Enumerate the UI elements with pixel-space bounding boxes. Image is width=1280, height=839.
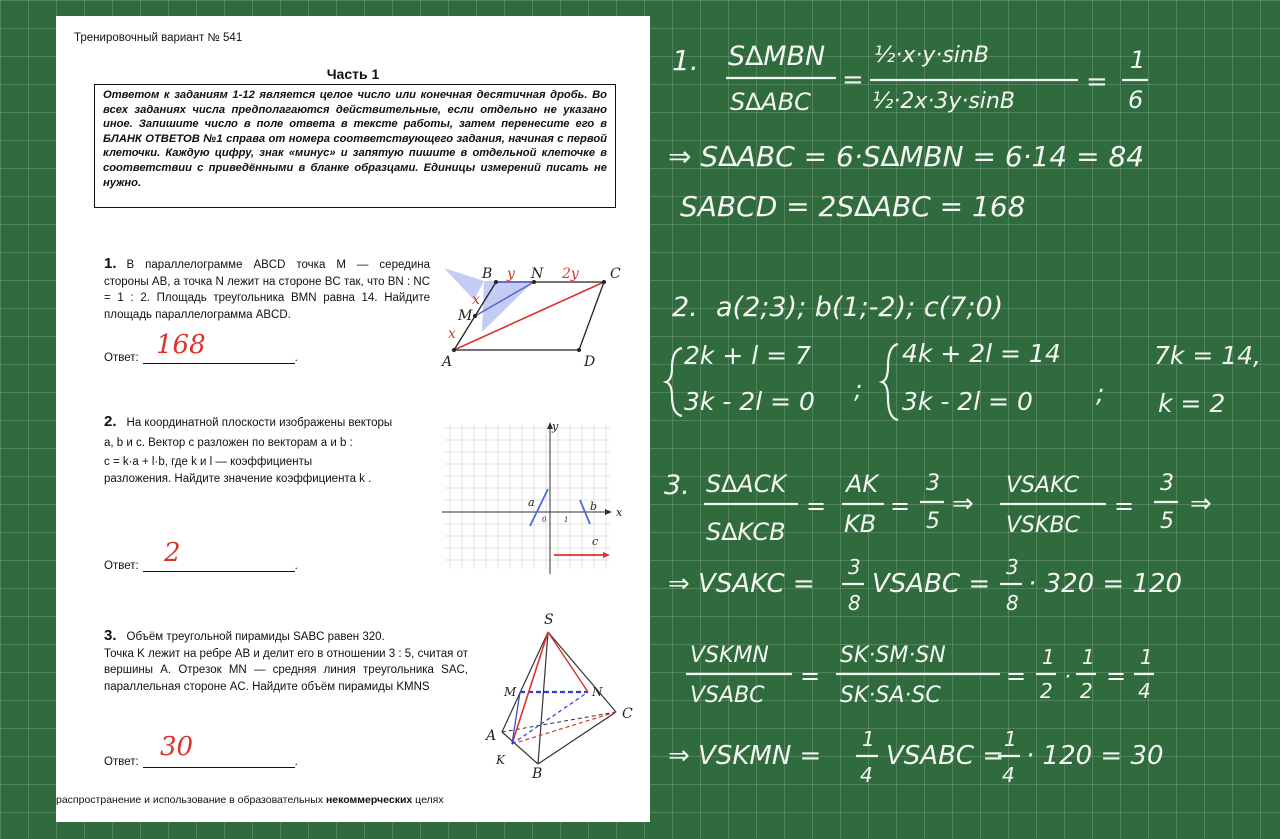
label-a: A	[486, 728, 497, 744]
answer-label: Ответ:	[104, 756, 139, 768]
task-2-line-4: разложения. Найдите значение коэффициента k .	[104, 472, 372, 485]
s3-last-frac2-num: 1	[1004, 727, 1017, 751]
solution-3-number: 3.	[664, 470, 690, 501]
label-x-lower: x	[448, 326, 456, 342]
worksheet-page	[56, 16, 650, 822]
task-2-text	[104, 414, 438, 487]
s1-line-2: ⇒ S∆ABC = 6·S∆MBN = 6·14 = 84	[668, 140, 1145, 173]
task-1-number: 1.	[104, 255, 117, 272]
task-3-number: 3.	[104, 627, 117, 644]
parallelogram-figure	[434, 260, 634, 376]
label-d: D	[584, 354, 596, 370]
task-3-answer: 30	[160, 732, 194, 762]
task-1-answer: 168	[156, 330, 206, 360]
task-3-line-1: Объём треугольной пирамиды SABC равен 320.	[126, 631, 385, 643]
label-n: N	[592, 685, 603, 699]
svg-text:=: =	[1114, 492, 1135, 520]
task-1-statement: В параллелограмме ABCD точка M — середина стороны AB, а точка N лежит на стороне BC так, что BN : NC = 1 : 2. Площадь треугольника BMN равна 14. Найдите площадь параллелограмма ABCD.	[104, 259, 430, 321]
s3-g-denominator: VSABC	[690, 683, 765, 708]
label-2y: 2y	[562, 266, 579, 282]
axis-label-y: y	[552, 420, 559, 433]
footer-prefix: распространение и использование в образовательных	[56, 794, 324, 806]
s3-arrow-2: ⇒	[1190, 489, 1212, 519]
svg-text:·: ·	[1064, 665, 1071, 690]
solution-1-number: 1.	[672, 44, 699, 77]
svg-text:=: =	[1106, 662, 1127, 690]
s3-f2-denominator: KB	[844, 510, 877, 538]
s3-h-denominator: SK·SA·SC	[840, 683, 941, 708]
s3-line2-frac2-num: 3	[1006, 555, 1019, 579]
task-2-line-3: c = k·a + l·b, где k и l — коэффициенты	[104, 456, 313, 468]
s3-q-num: 1	[1140, 645, 1153, 669]
s3-line2-end: · 320 = 120	[1028, 569, 1183, 599]
svg-text:=: =	[806, 492, 827, 520]
s1-result-numerator: 1	[1130, 46, 1146, 74]
s3-line2-mid: VSABC =	[872, 569, 991, 599]
solution-3	[664, 470, 1212, 787]
label-c: C	[610, 266, 621, 282]
s3-f1-numerator: S∆ACK	[706, 470, 787, 498]
task-2-number: 2.	[104, 413, 117, 430]
answer-label: Ответ:	[104, 560, 139, 572]
s3-f3-numerator: 3	[926, 471, 940, 496]
task-3-statement: Точка K лежит на ребре AB и делит его в отношении 3 : 5, считая от вершины A. Отрезок MN — средняя линия треугольника SAC, параллельная стороне AC. Найдите объём пирамиды KMNS	[104, 647, 468, 693]
instructions-box: Ответом к заданиям 1-12 является целое число или конечная десятичная дробь. Во всех заданиях числа предполагаются действительные, если отдельно не указано иное. Запишите число в поле ответа в тексте работы, затем перенесите его в БЛАНК ОТВЕТОВ №1 справа от номера соответствующего задания, начиная с первой клеточки. Каждую цифру, знак «минус» и запятую пишите в отдельной клеточке в соответствии с приведёнными в бланке образцами. Единицы измерений писать не нужно.	[94, 84, 616, 208]
task-2-line-2: a, b и c. Вектор c разложен по векторам a и b :	[104, 436, 353, 449]
s2-separator: ;	[854, 375, 863, 404]
label-y: y	[507, 266, 515, 282]
svg-text:=: =	[890, 492, 911, 520]
label-b: B	[532, 766, 543, 778]
label-b: B	[482, 266, 493, 282]
s1-result-denominator: 6	[1128, 86, 1144, 114]
s3-h-numerator: SK·SM·SN	[840, 643, 946, 668]
chalkboard-solutions	[650, 0, 1280, 839]
footer-bold: некоммерческих	[325, 794, 413, 806]
worksheet-header: Тренировочный вариант № 541	[74, 32, 243, 44]
task-1-answer-row: Ответ: .	[104, 352, 298, 364]
s3-last-end: · 120 = 30	[1026, 741, 1164, 771]
s3-last-frac2-den: 4	[1002, 763, 1015, 787]
label-m: M	[458, 308, 473, 324]
s3-line2-frac-den: 8	[848, 591, 861, 615]
task-1-text	[104, 256, 430, 323]
label-s: S	[544, 612, 554, 628]
s3-last-prefix: ⇒ VSKMN =	[668, 741, 822, 771]
label-m: M	[504, 685, 517, 699]
part-title: Часть 1	[326, 66, 380, 82]
answer-label: Ответ:	[104, 352, 139, 364]
s3-last-mid: VSABC =	[886, 741, 1005, 771]
s2-result-line2: k = 2	[1158, 389, 1226, 418]
label-a: A	[442, 354, 453, 370]
footer-note	[56, 794, 444, 806]
svg-text:=: =	[1006, 662, 1027, 690]
s3-f1-denominator: S∆KCB	[706, 518, 786, 546]
s3-last-frac-den: 4	[860, 763, 873, 787]
s1-rhs-denominator: ½·2x·3y·sinB	[872, 89, 1015, 114]
s3-f4-numerator: VSAKC	[1006, 473, 1080, 498]
svg-text:=: =	[842, 65, 864, 95]
s3-f5-denominator: 5	[1160, 509, 1174, 534]
solution-2	[666, 292, 1261, 420]
s2-system1-brace	[666, 348, 682, 416]
s3-f4-denominator: VSKBC	[1006, 513, 1080, 538]
s1-lhs-denominator: S∆ABC	[730, 88, 811, 116]
s3-line2-frac-num: 3	[848, 555, 861, 579]
s1-line-3: SABCD = 2S∆ABC = 168	[680, 190, 1026, 223]
s3-half1-num: 1	[1042, 645, 1055, 669]
s2-system2-eq2: 3k - 2l = 0	[902, 387, 1033, 416]
s2-system2-brace	[882, 344, 898, 420]
s2-vectors: a(2;3); b(1;-2); c(7;0)	[716, 292, 1004, 323]
s3-half2-den: 2	[1080, 679, 1093, 703]
svg-text:=: =	[800, 662, 821, 690]
tick-zero: 0	[542, 516, 547, 524]
s2-result-line1: 7k = 14,	[1154, 341, 1261, 370]
s2-system1-eq1: 2k + l = 7	[684, 341, 811, 370]
s3-half1-den: 2	[1040, 679, 1053, 703]
s3-f3-denominator: 5	[926, 509, 940, 534]
vector-b-label: b	[590, 500, 598, 513]
s3-f5-numerator: 3	[1160, 471, 1174, 496]
axis-label-x: x	[616, 506, 623, 519]
s2-system1-eq2: 3k - 2l = 0	[684, 387, 815, 416]
vector-c-label: c	[592, 535, 599, 548]
s3-q-den: 4	[1138, 679, 1151, 703]
s3-last-frac-num: 1	[862, 727, 875, 751]
task-3-answer-row: Ответ: .	[104, 756, 298, 768]
s3-f2-numerator: AK	[846, 470, 879, 498]
label-x-upper: x	[472, 292, 480, 308]
label-c: C	[622, 706, 633, 722]
s2-separator-2: ;	[1096, 379, 1105, 408]
bmn-shade	[482, 281, 534, 332]
s3-arrow-1: ⇒	[952, 489, 974, 519]
s3-g-numerator: VSKMN	[690, 643, 769, 668]
vector-a-label: a	[528, 496, 535, 509]
footer-suffix: целях	[415, 794, 444, 806]
label-k: K	[496, 753, 505, 767]
s3-line2-frac2-den: 8	[1006, 591, 1019, 615]
task-2-line-1: На координатной плоскости изображены векторы	[126, 417, 393, 429]
s3-line2-prefix: ⇒ VSAKC =	[668, 569, 815, 599]
svg-text:=: =	[1086, 67, 1108, 97]
task-2-answer: 2	[164, 538, 181, 568]
pyramid-figure	[476, 606, 646, 778]
coordinate-grid-figure	[440, 404, 630, 574]
s3-half2-num: 1	[1082, 645, 1095, 669]
solution-2-number: 2.	[672, 292, 698, 323]
task-3-text	[104, 628, 468, 695]
tick-one: 1	[564, 516, 569, 524]
s1-lhs-numerator: S∆MBN	[728, 41, 826, 72]
s1-rhs-numerator: ½·x·y·sinB	[874, 43, 989, 68]
label-n: N	[531, 266, 544, 282]
solution-1	[668, 41, 1148, 223]
s2-system2-eq1: 4k + 2l = 14	[902, 339, 1061, 368]
task-2-answer-row: Ответ: .	[104, 560, 298, 572]
